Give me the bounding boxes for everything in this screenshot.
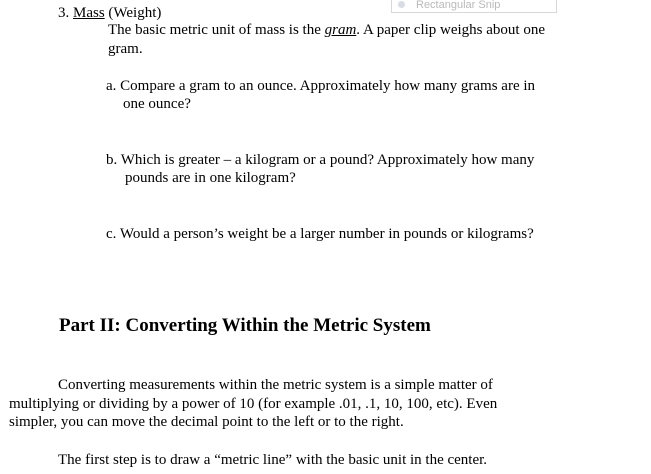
snip-label: Rectangular Snip bbox=[416, 0, 501, 11]
part-2-paragraph-1-line-1: Converting measurements within the metric system is a simple matter of bbox=[58, 377, 493, 393]
section-3-intro-line-1 bbox=[108, 21, 545, 39]
section-title-rest: (Weight) bbox=[104, 5, 162, 21]
section-title-underlined: Mass bbox=[73, 5, 105, 21]
question-a-line-2: one ounce? bbox=[123, 96, 191, 112]
section-3-title bbox=[58, 4, 161, 22]
part-2-paragraph-1-line-2: multiplying or dividing by a power of 10 (for example .01, .1, 10, 100, etc). Even bbox=[9, 396, 498, 412]
part-2-heading: Part II: Converting Within the Metric System bbox=[59, 315, 431, 336]
question-c-line-1: c. Would a person’s weight be a larger number in pounds or kilograms? bbox=[106, 226, 534, 242]
question-b-line-1: b. Which is greater – a kilogram or a pound? Approximately how many bbox=[106, 152, 535, 168]
part-2-paragraph-1-line-3: simpler, you can move the decimal point to the left or to the right. bbox=[9, 414, 404, 430]
question-a-line-1: a. Compare a gram to an ounce. Approximately how many grams are in bbox=[106, 78, 536, 94]
intro-text: The basic metric unit of mass is the bbox=[108, 22, 325, 38]
section-3-intro-line-2: gram. bbox=[108, 41, 143, 57]
question-b-line-2: pounds are in one kilogram? bbox=[125, 170, 296, 186]
circle-dot-icon bbox=[398, 1, 405, 8]
rectangular-snip-overlay[interactable] bbox=[391, 0, 557, 13]
intro-text-end: . A paper clip weighs about one bbox=[356, 22, 546, 38]
part-2-paragraph-2-line-1: The first step is to draw a “metric line” with the basic unit in the center. bbox=[58, 452, 488, 468]
gram-term: gram bbox=[324, 22, 357, 38]
section-number: 3. bbox=[58, 5, 70, 21]
